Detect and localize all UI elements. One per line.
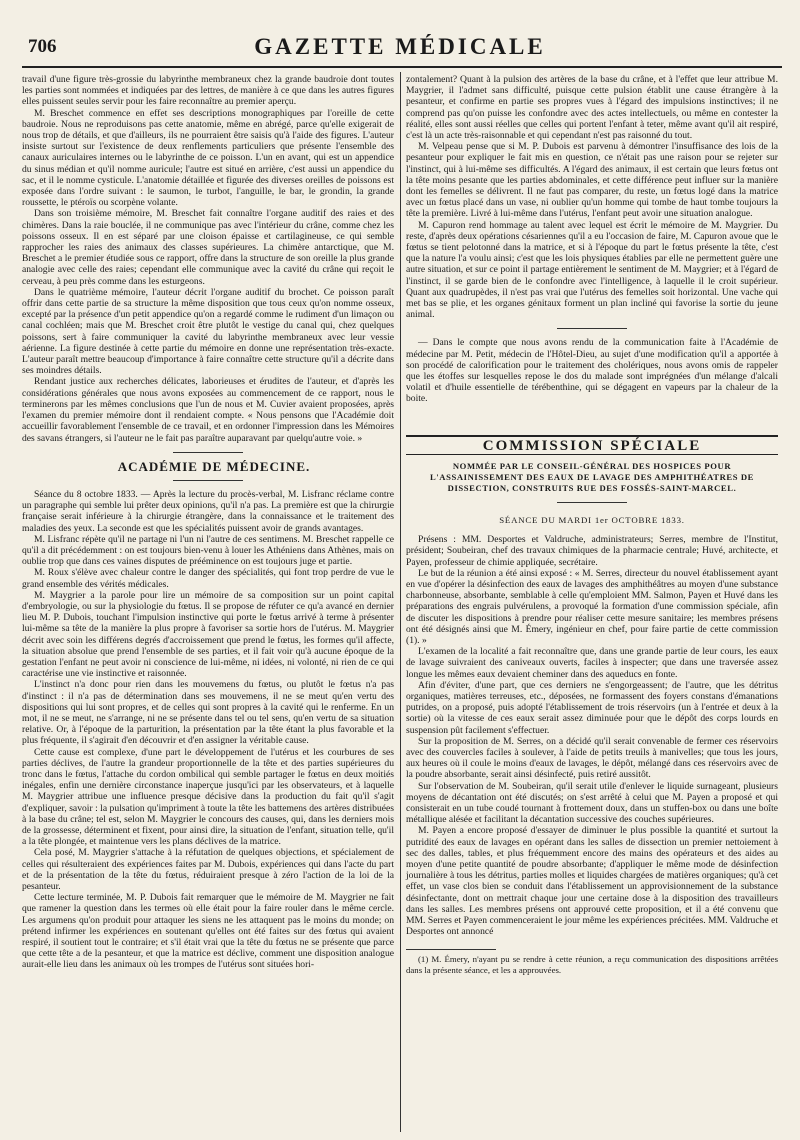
section-title: ACADÉMIE DE MÉDECINE. [117, 458, 311, 474]
paragraph: Dans son troisième mémoire, M. Breschet fait connaître l'organe auditif des raies et des chimères. Dans la raie bouclée, il ne communique pas avec l'intérieur du crâne, comme chez les poissons osseux. Il en est séparé par une cloison épaisse et cartilagineuse, ce qui semble rapprocher les raies des animaux des classes supérieures. La chimère antarctique, que M. Breschet a le premier étudiée sous ce rapport, offre dans la structure de son oreille la plus grande analogie avec celle des raies; cependant elle communique avec la cavité du crâne qui reçoit le cerveau, à peu près comme dans les esturgeons. [22, 208, 394, 287]
right-column [406, 74, 778, 975]
section-rule [173, 480, 243, 481]
paragraph: Cela posé, M. Maygrier s'attache à la réfutation de quelques objections, et spécialement de celles qui résulteraient des expériences faites par M. Dubois, expériences qui dans l'acte du part et de la présentation de la tête du fœtus, réduiraient presque à zéro l'action de la loi de la pesanteur. [22, 847, 394, 893]
footnote-rule [406, 949, 496, 950]
left-column [22, 74, 394, 971]
paragraph: Cette lecture terminée, M. P. Dubois fait remarquer que le mémoire de M. Maygrier ne fait que ramener la question dans les termes où elle était pour la faire rouler dans le même cercle. Les argumens qu'on produit pour attaquer les siens ne les attaquent pas le moins du monde; on prétend infirmer les expériences en soutenant qu'elles ont été faites sur des fœtus qui avaient respiré, il soutient tout le contraire; et s'il était vrai que la tête du fœtus ne se présente que parce que cette tête a de la pesanteur, et que la matrice est déclive, comment une disposition analogue aurait-elle lieu dans les animaux où les trompes de l'utérus sont situées hori- [22, 892, 394, 971]
paragraph: travail d'une figure très-grossie du labyrinthe membraneux chez la grande baudroie dont toutes les parties sont nommées et indiquées par des lettres, de manière à ce que dans les autres figures elles puissent seules servir pour les faire reconnaître au premier aperçu. [22, 74, 394, 108]
paragraph: M. Lisfranc répète qu'il ne partage ni l'un ni l'autre de ces sentimens. M. Breschet rappelle ce qu'il a dit précédemment : on est toujours bien-venu à louer les Athéniens dans Athènes, mais on oublie trop que dans ces vaines disputes de prééminence on est toujours juge et partie. [22, 533, 394, 568]
paragraph: M. Breschet commence en effet ses descriptions monographiques par l'oreille de cette baudroie. Nous ne reproduisons pas cette anatomie, même en abrégé, parce qu'elle exigerait de nous trop de détails, et que d'ailleurs, ils ne pourraient être saisis qu'à l'aide des figures. L'auteur insiste surtout sur l'existence de deux renflements particuliers que présente l'ensemble des canaux auriculaires internes ou le labyrinthe de ce poisson. L'un en avant, qui est un appendice du sinus médian et qu'il nomme auricule; l'autre est situé en arrière, c'est aussi un appendice du sac, et il le nomme cysticule. L'anatomie détaillée et figurée des diverses oreilles de poissons est exposée dans l'ordre suivant : le saumon, le turbot, l'anguille, le bar, le grondin, la grande roussette, le ptéroïs ou scorpène volante. [22, 107, 394, 209]
paragraph: L'instinct n'a donc pour rien dans les mouvemens du fœtus, ou plutôt le fœtus n'a pas d'instinct : il n'a pas de détermination dans ses mouvemens, il ne se meut qu'en vertu des dispositions qui lui sont propres, et de celles qui sont propres à la cavité qui le renferme. En un mot, il ne se meut, ne s'arrange, ni ne se présente dans tel ou tel sens, qu'en vertu de sa situation relative. Or, à l'époque de la parturition, la présentation par la tête étant la plus favorable et la plus fréquente, il s'agirait d'en découvrir et d'en assigner la véritable cause. [22, 679, 394, 747]
paragraph: L'examen de la localité a fait reconnaître que, dans une grande partie de leur cours, les eaux de lavage suivraient des caniveaux ouverts, faciles à inspecter; que dans une traversée assez longue les mêmes eaux devaient cheminer dans des aqueducs en fonte. [406, 646, 778, 680]
page-number: 706 [28, 36, 57, 57]
paragraph: M. Roux s'élève avec chaleur contre le danger des spécialités, qui font trop perdre de vue le grand ensemble des vérités médicales. [22, 567, 394, 590]
section-rule [557, 502, 627, 503]
paragraph: zontalement? Quant à la pulsion des artères de la base du crâne, et à l'effet que leur attribue M. Maygrier, il l'admet sans difficulté, puisque cette pulsion établit une cause étrangère à la pesanteur, et confirme en partie ses propres vues à l'égard des impulsions instinctives; il ne comprend pas qu'on puisse les confondre avec des actes intellectuels, ou même en contester la réalité, elles sont aussi réelles que celles qui portent l'enfant à teter, même avant qu'il ait respiré, c'est là un acte très-raisonnable et qui cependant n'est pas raisonné du tout. [406, 74, 778, 142]
header-rule [22, 66, 782, 68]
paragraph: Dans le quatrième mémoire, l'auteur décrit l'organe auditif du brochet. Ce poisson paraît offrir dans cette partie de sa structure la même disposition que tous ceux qu'on nomme osseux, excepté par la présence d'un petit appendice qu'on a regardé comme le rudiment d'un limaçon ou canal cochléen; mais que M. Breschet croit être plutôt le vestige du canal qui, chez quelques poissons, sert à faire communiquer la cavité du labyrinthe membraneux avec leur vessie aérienne. La figure destinée à cette partie du mémoire en donne une représentation très-exacte. L'auteur paraît mettre beaucoup d'importance à faire connaître cette structure qu'il a décrite dans ses moindres détails. [22, 286, 394, 377]
paragraph: M. Payen a encore proposé d'essayer de diminuer le plus possible la quantité et surtout la putridité des eaux de lavages en opérant dans les salles de dissection un premier nettoiement à sec des dalles, tables, et plus fréquemment encore des mains des opérateurs et des aides au moyen d'une petite quantité de poudre absorbante; d'appliquer le même mode de désinfection journalière à tous les détritus, parties molles et liquides chargées de matières organiques; qu'à cet effet, un vase clos bien se conduit dans l'établissement un approvisionnement de la substance désinfectante, dont on mettrait chaque jour une certaine dose à la disposition des travailleurs dans les salles. Les membres présens ont approuvé cette proposition, et il a été convenu que MM. Serres et Payen commenceraient le jour même les expériences précitées. MM. Valdruche et Desportes ont annoncé [406, 825, 778, 938]
paragraph: — Dans le compte que nous avons rendu de la communication faite à l'Académie de médecine par M. Petit, médecin de l'Hôtel-Dieu, au sujet d'une modification qu'il a apportée à son procédé de calorification pour le traitement des cholériques, nous avons omis de rappeler que les étoffes sur lesquelles repose le dos du malade sont imprégnées d'un mélange d'alcali volatil et d'huile essentielle de térébenthine, qui se dégagent en vapeurs par la chaleur de la boite. [406, 337, 778, 405]
seance-date: SÉANCE DU MARDI 1er OCTOBRE 1833. [499, 514, 685, 525]
commission-title: COMMISSION SPÉCIALE [406, 435, 778, 455]
column-divider [400, 72, 401, 1132]
paragraph: M. Capuron rend hommage au talent avec lequel est écrit le mémoire de M. Maygrier. Du reste, d'après deux opérations césariennes qu'il a eu l'occasion de faire, M. Capuron avoue que le fœtus se tient pelotonné dans la matrice, et si à l'époque du part le fœtus présente la tête, c'est que la nature l'a voulu ainsi; c'est que les lois physiques établies par elle ne permettent guère une autre situation, et sur ce point il partage entièrement le sentiment de M. Maygrier; et à l'égard de l'instinct, il se garde bien de le confondre avec l'intelligence, à laquelle il le croit supérieur. Quant aux quadrupèdes, il n'est pas vrai que l'utérus des femelles soit horizontal. Une vache qui met bas se plie, et les organes génitaux forment un plan incliné qui favorise la sortie du jeune animal. [406, 219, 778, 321]
paragraph: Rendant justice aux recherches délicates, laborieuses et érudites de l'auteur, et d'après les considérations générales que nous avons exposées au commencement de ce rapport, nous le terminerons par les mêmes conclusions que l'un de nous et M. Cuvier avaient proposées, après l'examen du premier mémoire dont il rendaient compte. « Nous pensons que l'Académie doit accueillir favorablement l'ensemble de ce travail, et en ordonner l'impression dans les Mémoires des savans étrangers, si l'auteur ne le fait pas paraître auparavant par quelqu'autre voie. » [22, 376, 394, 444]
paragraph: M. Velpeau pense que si M. P. Dubois est parvenu à démontrer l'insuffisance des lois de la pesanteur pour expliquer le fait mis en question, ce n'était pas une raison pour se rejeter sur l'instinct, qui à lui-même ses difficultés. A l'égard des animaux, il est certain que leurs fœtus ont la tête moins pesante que les parties abdominales, et cette différence peut influer sur la manière dont les femelles se délivrent. Il ne faut pas comparer, du reste, un fœtus logé dans la matrice avec un fœtus placé dans un vase, ni oublier qu'un homme qui tombe de haut tombe toujours la tête la première. Livré à lui-même dans l'utérus, l'enfant peut avoir une situation analogue. [406, 141, 778, 220]
paragraph: Séance du 8 octobre 1833. — Après la lecture du procès-verbal, M. Lisfranc réclame contre un paragraphe qui semble lui prêter deux opinions, qu'il n'a pas. La première est que la chirurgie française serait inférieure à la chirurgie étrangère, dans la connaissance et le traitement des maladies des yeux. La seconde est que les spécialités puissent avoir de grands avantages. [22, 488, 394, 534]
section-rule [173, 452, 243, 453]
separator-rule [557, 328, 627, 329]
paragraph: Sur l'observation de M. Soubeiran, qu'il serait utile d'enlever le liquide surnageant, plusieurs moyens de décantation ont été discutés; on s'est arrêté à celui que M. Payen a proposé et qui consisterait en un tube coudé tournant à frottement doux, dans un stuffen-box ou dans une boîte métallique alésée et facilitant la décantation successive des couches supérieures. [406, 780, 778, 826]
journal-title: GAZETTE MÉDICALE [254, 34, 546, 59]
paragraph: Présens : MM. Desportes et Valdruche, administrateurs; Serres, membre de l'Institut, président; Soubeiran, chef des travaux chimiques de la pharmacie centrale; Huvé, architecte, et Payen, professeur de chimie appliquée, secrétaire. [406, 534, 778, 568]
paragraph: Sur la proposition de M. Serres, on a décidé qu'il serait convenable de fermer ces réservoirs avec des couvercles faciles à soulever, à l'aide de petits treuils à manivelles; que tous les jours, aux heures où il coule le moins d'eaux de lavages, le dépôt, mélangé dans ces réservoirs avec de la poudre absorbante, serait ainsi désinfecté, puis retiré aussitôt. [406, 735, 778, 781]
commission-subtitle: NOMMÉE PAR LE CONSEIL-GÉNÉRAL DES HOSPICES POUR L'ASSAINISSEMENT DES EAUX DE LAVAGE DES AMPHITHÉATRES DE DISSECTION, CONSTRUITS RUE DES FOSSÉS-SAINT-MARCEL. [429, 460, 755, 493]
footnote: (1) M. Émery, n'ayant pu se rendre à cette réunion, a reçu communication des dispositions arrêtées dans la présente séance, et les a approuvées. [406, 954, 778, 975]
paragraph: Cette cause est complexe, d'une part le développement de l'utérus et les courbures de ses parties déclives, de l'autre la grandeur proportionnelle de la tête et des parties supérieures du tronc dans le fœtus, l'attache du cordon ombilical qui semble partager le fœtus en deux moitiés inégales, enfin une dernière circonstance inaperçue jusqu'ici par les observateurs, et à laquelle M. Maygrier attribue une influence presque décisive dans la production du fait qu'il s'agit d'expliquer, savoir : la pulsation qu'impriment à toute la tête les battemens des artères distribuées à la base du crâne; tel est, selon M. Maygrier le concours des causes, qui, dans les derniers mois de la grossesse, déterminent et fixent, pour ainsi dire, la situation de l'enfant, situation telle, qu'il a la tête plongée, et maintenue vers les plans déclives de la matrice. [22, 746, 394, 848]
paragraph: Le but de la réunion a été ainsi exposé : « M. Serres, directeur du nouvel établissement ayant en vue d'opérer la désinfection des eaux de lavages des amphithéâtres au moyen d'une substance charbonneuse, absorbante, semblable à celle qu'emploient MM. Salmon, Payen et Huvé dans les préparations des engrais pulvérulens, a provoqué la formation d'une commission spéciale, afin de discuter les dispositions à prendre pour réaliser cette mesure sanitaire; les membres présens ont été désignés ainsi que M. Émery, ingénieur en chef, pour faire partie de cette commission (1). » [406, 567, 778, 646]
paragraph: Afin d'éviter, d'une part, que ces derniers ne s'engorgeassent; de l'autre, que les détritus organiques, matières terreuses, etc., déposées, ne formassent des foyers constans d'émanations putrides, on a proposé, puis adopté l'établissement de trois réservoirs (un à l'entrée et deux à la sortie) où la vitesse de ces eaux serait assez diminuée pour que le dépôt des corps lourds en suspension pût facilement s'effectuer. [406, 679, 778, 736]
paragraph: M. Maygrier a la parole pour lire un mémoire de sa composition sur un point capital d'embryologie, ou sur la physiologie du fœtus. Il se propose de réfuter ce qu'a avancé en dernier lieu M. P. Dubois, touchant l'impulsion instinctive qui porte le fœtus arrivé à terme à présenter lui-même sa tête de la manière la plus propre à favoriser sa sortie hors de l'utérus. M. Maygrier décrit avec soin les différens degrés d'accroissement que prend le fœtus, les formes qu'il affecte, la situation absolue que prend l'ensemble de ses parties, et il fait voir qu'à aucune époque de la gestation l'enfant ne peut avoir ni conscience de lui-même, ni idées, ni volonté, ni rien de ce qui caractérise une vie instinctive et raisonnée. [22, 589, 394, 680]
